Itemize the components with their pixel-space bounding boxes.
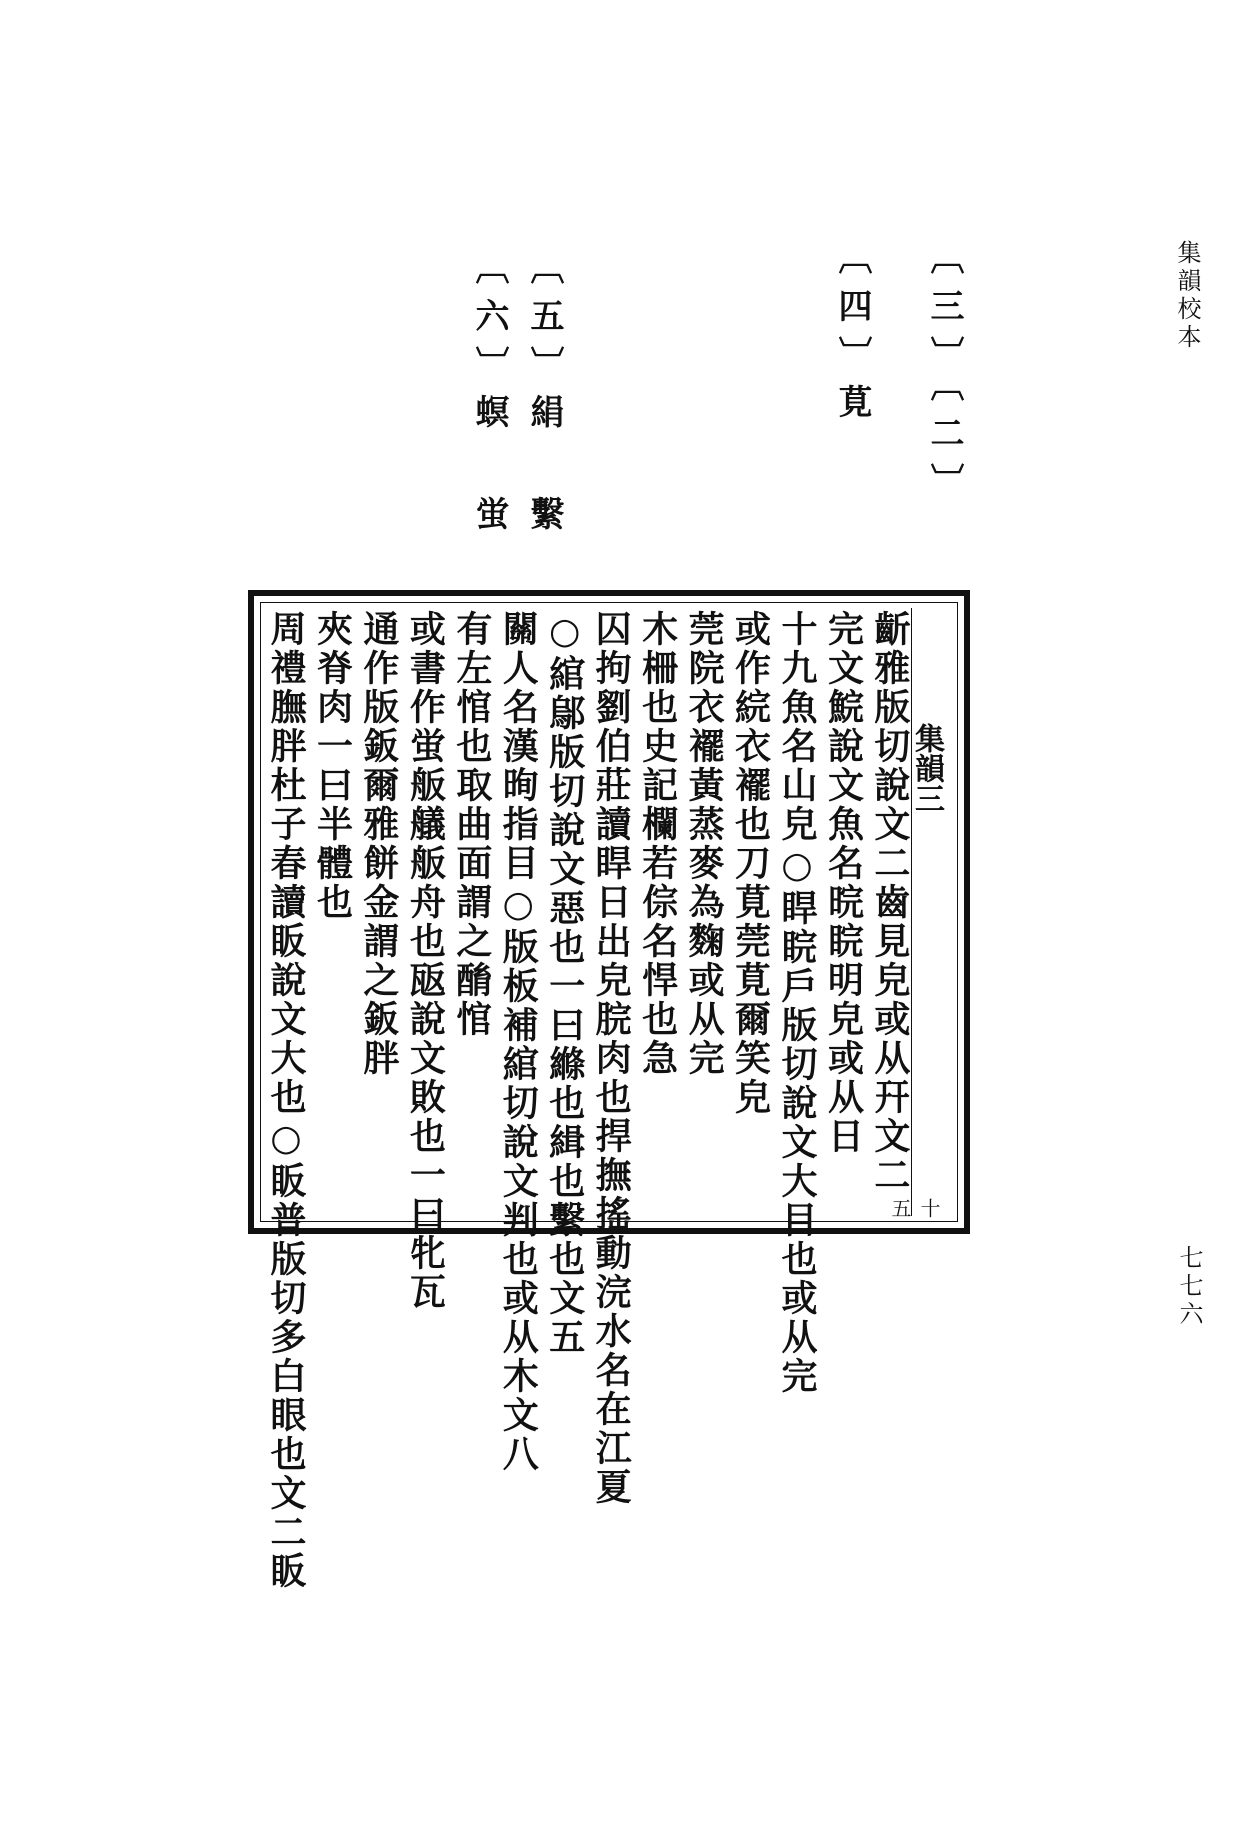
collation-note-6: 〔六〕螟 蛍 [469,250,509,544]
text-column-14: 周禮膴胖杜子春讀眅說文大也○眅普版切多白眼也文二眅 [265,610,307,1591]
collation-note-4: 〔四〕莧 [832,240,872,432]
text-column-5: 莞院衣襬黃蒸麥為麴或从完 [683,610,726,1078]
running-title: 集韻校本 [1173,240,1201,352]
banxin-title: 集韻三 [909,723,944,813]
page-number: 七七六 [1175,1245,1203,1329]
collation-note-5: 〔五〕絹 繫 [524,250,564,544]
woodblock-print [248,590,970,1591]
text-column-12: 通作版鈑爾雅餅金謂之鈑胖 [357,610,400,1078]
leaf-number: 十五 [888,1198,941,1218]
text-column-2: 完文鯇說文魚名晥睆明皃或从日 [822,610,865,1156]
text-columns [265,610,911,1591]
text-column-7: 囚拘劉伯莊讀睅日出皃脘肉也捍撫搖動浣水名在江夏 [590,610,633,1507]
text-column-13: 夾脊肉一曰半體也 [311,610,354,922]
text-column-6: 木柵也史記欄若倧名悍也急 [636,610,679,1078]
text-column-11: 或書作蛍舨艤舨舟也瓪說文敗也一曰牝瓦 [404,610,447,1312]
text-column-3: 十九魚名山皃○睅睆戶版切說文大目也或从完 [775,610,818,1396]
text-column-4: 或作綄衣襬也刀莧莞莧爾笑皃 [729,610,772,1117]
collation-note-3: 〔三〕〔二〕 [924,240,964,511]
text-column-10: 有左悺也取曲面謂之酳悺 [450,610,493,1039]
text-column-1: 齗雅版切說文二齒見皃或从幵文二 [868,610,911,1195]
text-column-9: 關人名漢㫬指目○版板補綰切說文判也或从木文八 [497,610,540,1474]
text-column-8: ○綰鄔版切說文惡也一曰縧也緝也繫也文五 [543,610,586,1357]
